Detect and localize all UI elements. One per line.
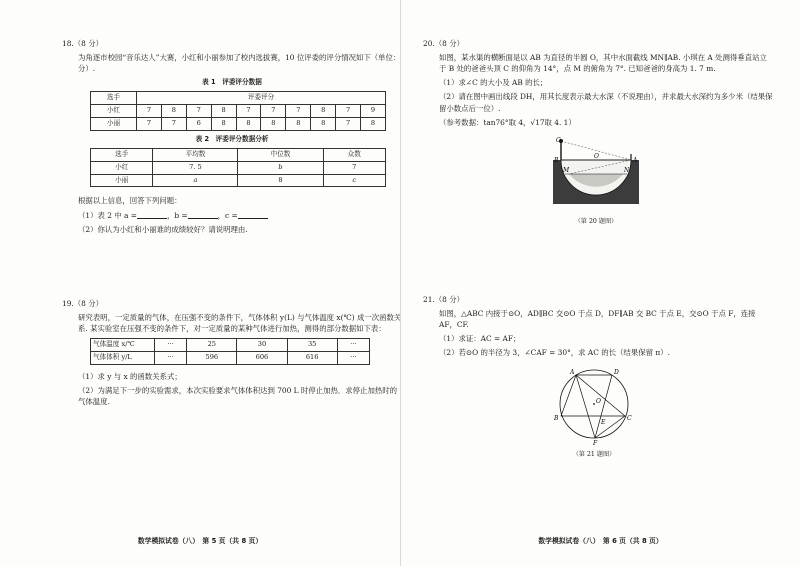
right-page bbox=[400, 0, 800, 566]
table-cell: 8 bbox=[286, 118, 311, 131]
part1-text-b: ，b = bbox=[166, 210, 188, 220]
label-n: N bbox=[624, 166, 630, 174]
label-a: A bbox=[633, 156, 638, 164]
canal-diagram bbox=[551, 132, 641, 212]
table-cell: ··· bbox=[337, 339, 369, 352]
figure-21 bbox=[551, 363, 637, 459]
table-cell: 8 bbox=[311, 105, 336, 118]
q20-reference: （参考数据：tan76°取 4，√17取 4. 1） bbox=[439, 117, 576, 127]
table-cell: 7 bbox=[161, 118, 186, 131]
q21-intro: 如图，△ABC 内接于⊙O，AD∥BC 交⊙O 于点 D，DF∥AB 交 BC 于点 E，交⊙O 于点 F，连接 AF，CF. bbox=[439, 309, 756, 330]
table-cell: ··· bbox=[155, 339, 187, 352]
table-row bbox=[91, 174, 386, 187]
circle-diagram bbox=[551, 363, 637, 445]
label-c: C bbox=[627, 414, 632, 422]
line-df bbox=[595, 375, 612, 438]
line-cf bbox=[595, 416, 625, 438]
q18-number: 18.（8 分） bbox=[62, 39, 103, 48]
table-cell: 众数 bbox=[323, 148, 385, 161]
table-cell: 30 bbox=[237, 339, 287, 352]
table-cell: 小丽 bbox=[91, 174, 153, 187]
table-cell: 小红 bbox=[91, 105, 137, 118]
answer-blank bbox=[188, 211, 218, 219]
answer-blank bbox=[137, 211, 167, 219]
question-19 bbox=[62, 298, 402, 410]
table-cell: 中位数 bbox=[238, 148, 323, 161]
q19-part1: （1）求 y 与 x 的函数关系式； bbox=[78, 372, 182, 382]
table-row bbox=[91, 105, 386, 118]
table-cell: 选手 bbox=[91, 148, 153, 161]
table-cell: 9 bbox=[361, 105, 386, 118]
label-c: C bbox=[556, 136, 561, 144]
table1-header-player: 选手 bbox=[91, 92, 137, 105]
table-cell: 8 bbox=[211, 118, 236, 131]
label-d: D bbox=[614, 368, 619, 376]
table-cell: 7 bbox=[323, 161, 385, 174]
table-cell: 606 bbox=[237, 352, 287, 365]
score-table-2 bbox=[90, 148, 386, 188]
label-f: F bbox=[593, 439, 598, 445]
triangle-abc bbox=[561, 375, 625, 416]
q20-part2: （2）请在图中画出线段 DH，用其长度表示最大水深（不说理由），并求最大水深约为多少米（结果保留小数点后一位）. bbox=[439, 92, 773, 113]
answer-blank bbox=[238, 211, 268, 219]
table-cell: b bbox=[238, 161, 323, 174]
table-cell: ··· bbox=[155, 352, 187, 365]
table-cell: 8 bbox=[238, 174, 323, 187]
table-cell: 7. 5 bbox=[153, 161, 238, 174]
table-cell: 8 bbox=[161, 105, 186, 118]
table-cell: 7 bbox=[137, 118, 162, 131]
page-footer-left: 数学模拟试卷（八） 第 5 页（共 8 页） bbox=[137, 536, 263, 545]
question-20 bbox=[423, 38, 773, 226]
table-row bbox=[91, 339, 370, 352]
table-cell: 7 bbox=[286, 105, 311, 118]
table-row bbox=[91, 352, 370, 365]
table-cell: 7 bbox=[236, 105, 261, 118]
q18-prompt: 根据以上信息，回答下列问题： bbox=[78, 196, 182, 206]
table-row bbox=[91, 118, 386, 131]
table-row bbox=[91, 161, 386, 174]
table-cell: c bbox=[323, 174, 385, 187]
q20-number: 20.（8 分） bbox=[423, 39, 464, 48]
table-cell: 7 bbox=[336, 118, 361, 131]
question-18 bbox=[62, 38, 402, 238]
label-b: B bbox=[554, 414, 559, 422]
q21-part1: （1）求证：AC = AF； bbox=[439, 334, 521, 344]
table-cell: 8 bbox=[361, 118, 386, 131]
q20-intro: 如图，某水渠的横断面是以 AB 为直径的半圆 O，其中水面截线 MN∥AB. 小琪在 A 处测得垂直站立于 B 处的爸爸头顶 C 的仰角为 14°，点 M 的俯角为 7°. 已知爸爸的身高为 1. 7 m. bbox=[439, 53, 767, 74]
table-cell: 8 bbox=[261, 118, 286, 131]
q19-number: 19.（8 分） bbox=[62, 299, 103, 308]
label-b: B bbox=[554, 156, 559, 164]
label-o: O bbox=[596, 397, 601, 405]
label-o: O bbox=[594, 152, 599, 160]
table-cell: 596 bbox=[187, 352, 237, 365]
label-m: M bbox=[563, 166, 570, 174]
table1-caption: 表 1 评委评分数据 bbox=[202, 78, 262, 87]
score-table-1 bbox=[90, 91, 386, 131]
table1-header-scores: 评委评分 bbox=[137, 92, 386, 105]
table-cell: a bbox=[153, 174, 238, 187]
question-21 bbox=[423, 294, 773, 459]
gas-table bbox=[90, 338, 370, 365]
line-af bbox=[576, 375, 595, 438]
q19-intro: 研究表明，一定质量的气体，在压强不变的条件下，气体体积 y(L) 与气体温度 x(℃) 成一次函数关系. 某实验室在压强不变的条件下，对一定质量的某种气体进行加热，测得的部分数据如下表： bbox=[78, 313, 402, 334]
table-cell: 35 bbox=[287, 339, 337, 352]
table-cell: 7 bbox=[261, 105, 286, 118]
table-cell: 7 bbox=[186, 105, 211, 118]
label-e: E bbox=[601, 418, 606, 426]
table-cell: 6 bbox=[186, 118, 211, 131]
q20-part1: （1）求∠C 的大小及 AB 的长； bbox=[439, 78, 548, 88]
table-cell: ··· bbox=[337, 352, 369, 365]
table-cell: 气体体积 y/L bbox=[91, 352, 155, 365]
table2-caption: 表 2 评委评分数据分析 bbox=[195, 134, 269, 143]
q18-intro: 为角逐市校园“音乐达人”大赛，小红和小丽参加了校内选拔赛，10 位评委的评分情况如下（单位：分）. bbox=[78, 53, 401, 74]
figure-20-caption: （第 20 题图） bbox=[574, 217, 618, 225]
label-a: A bbox=[570, 368, 575, 376]
figure-20 bbox=[551, 132, 641, 226]
q18-part2: （2）你认为小红和小丽谁的成绩较好？请说明理由. bbox=[78, 224, 248, 234]
q19-part2: （2）为满足下一步的实验需求，本次实验要求气体体积达到 700 L 时停止加热．求停止加热时的气体温度. bbox=[78, 386, 398, 407]
table-cell: 8 bbox=[236, 118, 261, 131]
figure-21-caption: （第 21 题图） bbox=[572, 450, 616, 458]
table-cell: 7 bbox=[336, 105, 361, 118]
page-footer-right: 数学模拟试卷（八） 第 6 页（共 8 页） bbox=[538, 536, 663, 545]
table-cell: 气体温度 x/℃ bbox=[91, 339, 155, 352]
center-point bbox=[593, 403, 595, 405]
table-cell: 616 bbox=[287, 352, 337, 365]
table-cell: 小红 bbox=[91, 161, 153, 174]
q21-part2: （2）若⊙O 的半径为 3，∠CAF = 30°，求 AC 的长（结果保留 π）. bbox=[439, 348, 670, 358]
table-cell: 小丽 bbox=[91, 118, 137, 131]
table-cell: 8 bbox=[311, 118, 336, 131]
part1-text-c: ，c = bbox=[217, 210, 238, 220]
table-cell: 平均数 bbox=[153, 148, 238, 161]
table-cell: 8 bbox=[211, 105, 236, 118]
q21-number: 21.（8 分） bbox=[423, 295, 464, 304]
q18-part1 bbox=[62, 210, 402, 221]
table-cell: 25 bbox=[187, 339, 237, 352]
table-cell: 7 bbox=[137, 105, 162, 118]
part1-text-a: （1）表 2 中 a = bbox=[78, 210, 137, 220]
